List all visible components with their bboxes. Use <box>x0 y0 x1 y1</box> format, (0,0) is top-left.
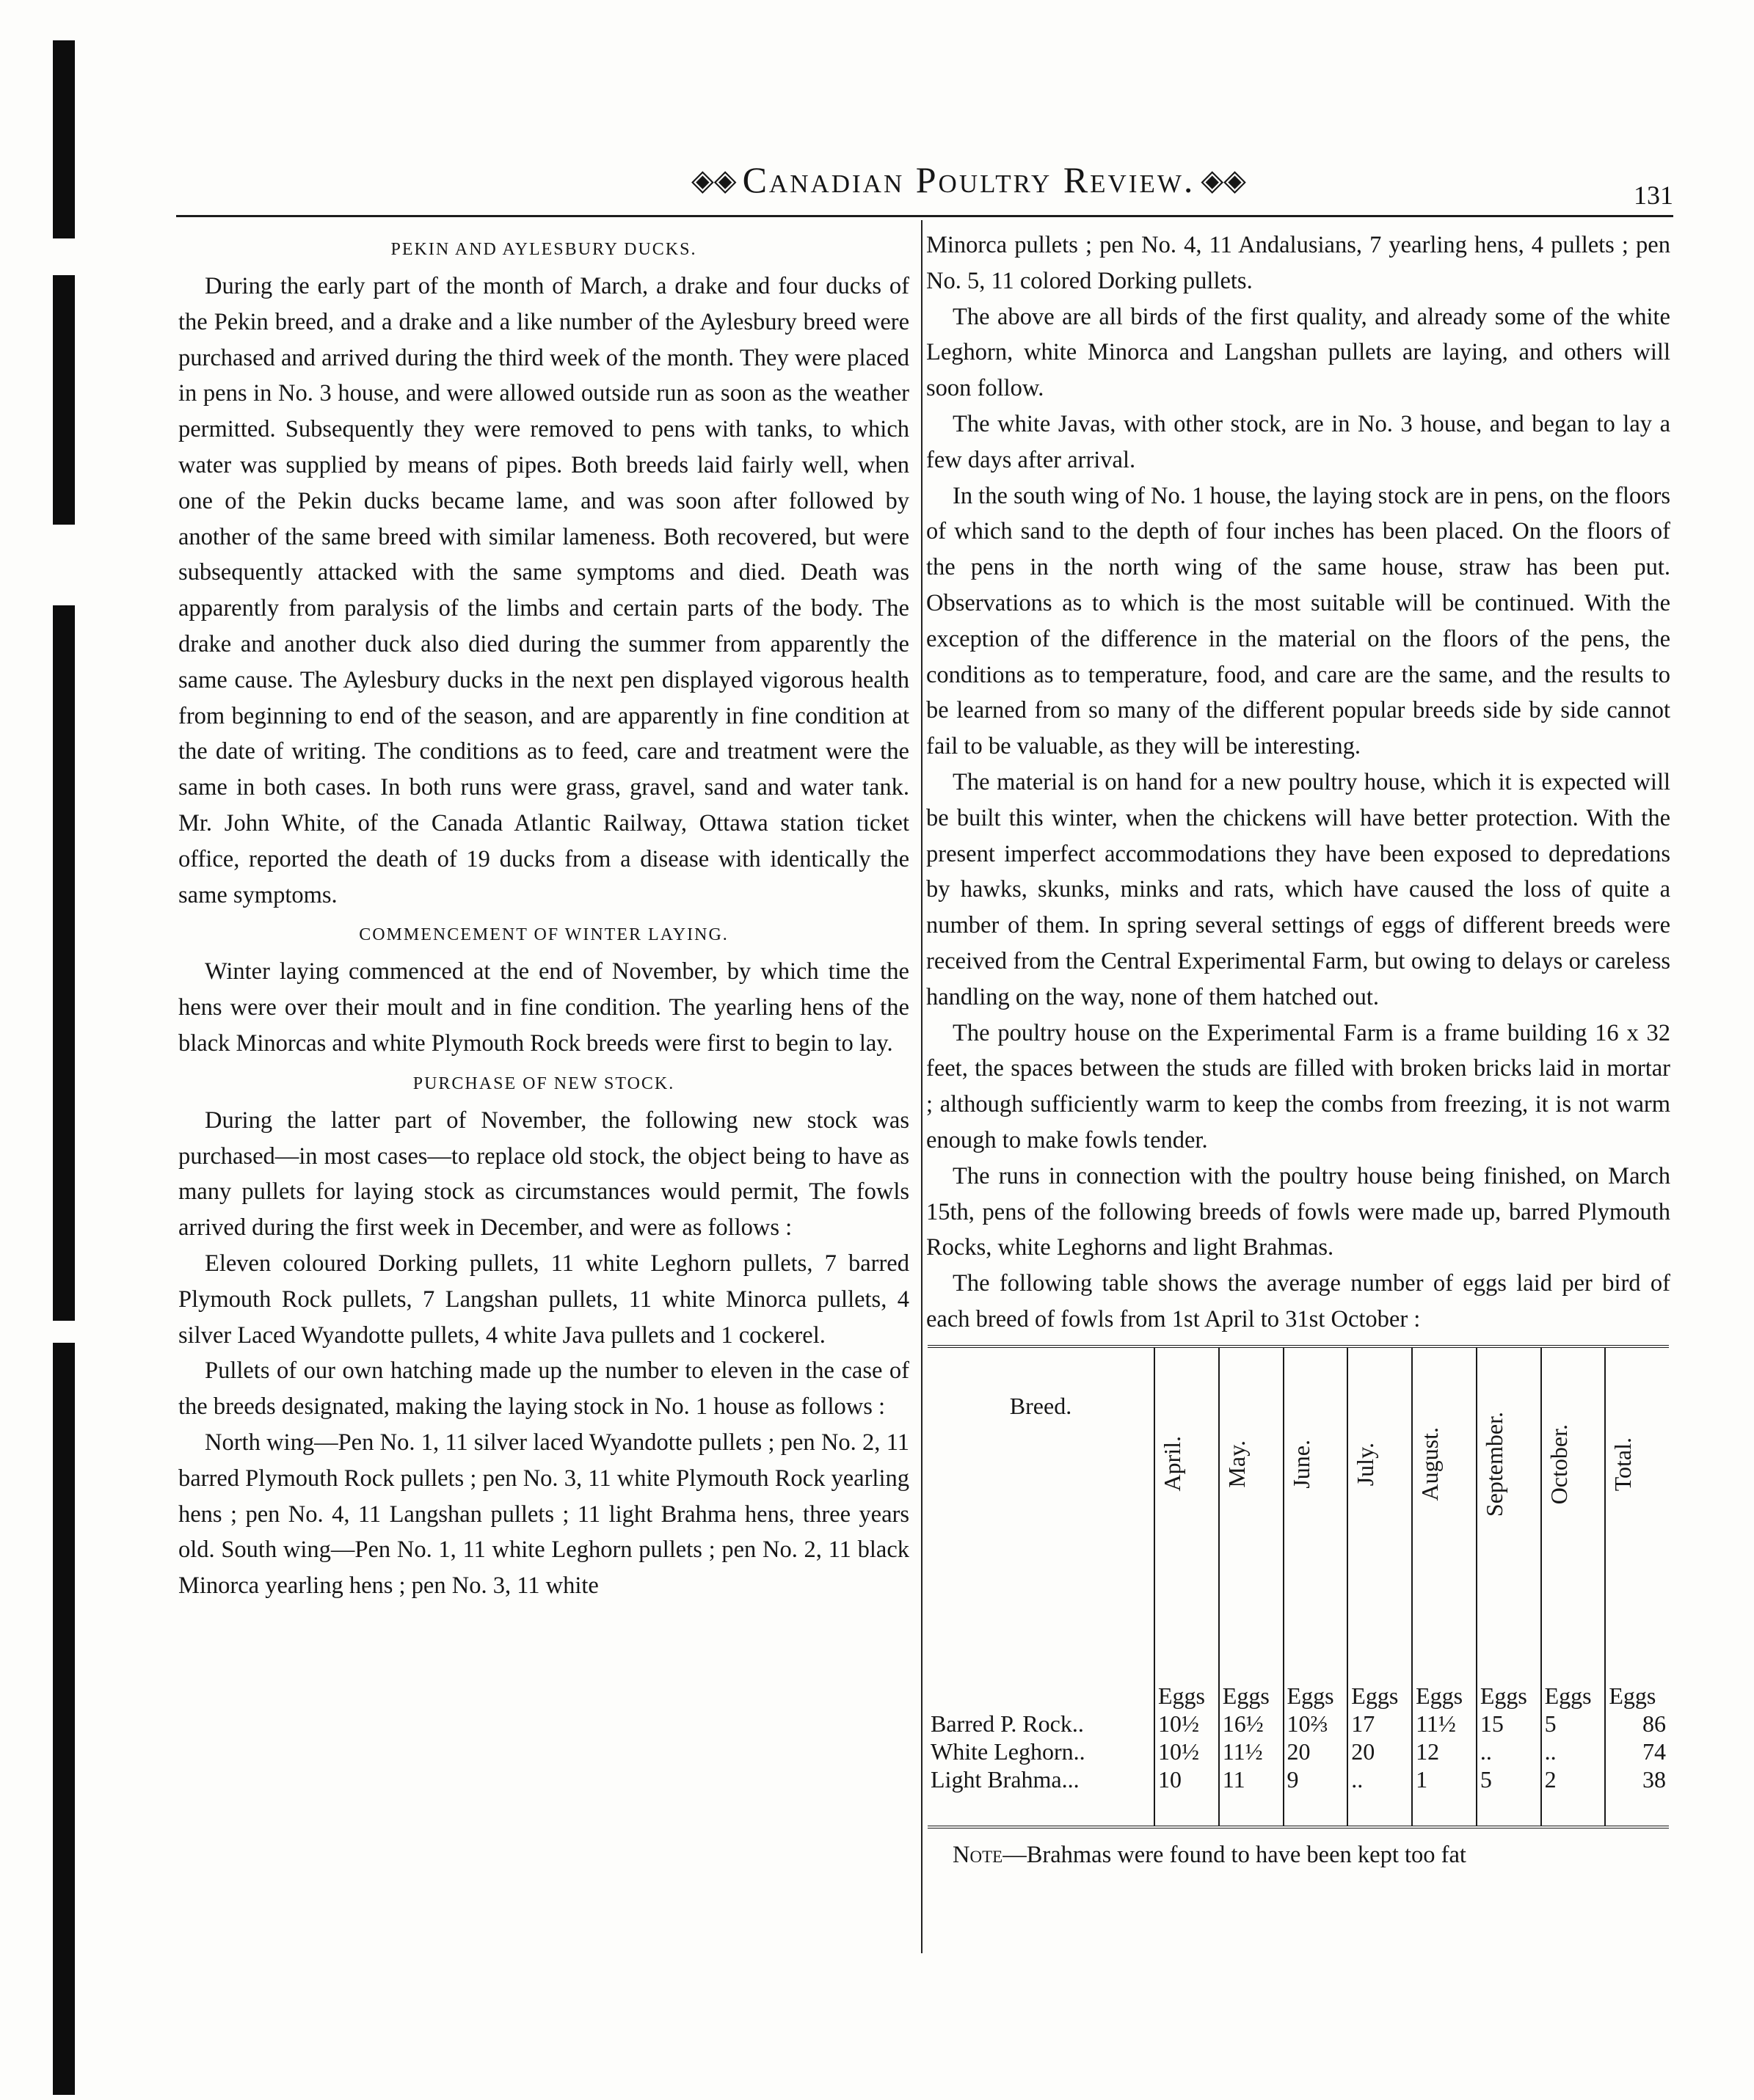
value-cell: 9 <box>1284 1765 1348 1827</box>
breed-cell: Light Brahma... <box>931 1765 1080 1793</box>
scan-edge-gap <box>51 238 76 275</box>
table-units-row <box>928 1586 1669 1710</box>
ornament-left: ◈◈ <box>691 163 737 197</box>
month-header-label: May. <box>1223 1440 1250 1488</box>
table-row <box>928 1765 1669 1827</box>
value-cell: 11 <box>1219 1765 1284 1827</box>
value-cell: 17 <box>1347 1710 1412 1738</box>
month-column-header <box>1412 1346 1477 1586</box>
unit-cell: Eggs <box>1219 1586 1284 1710</box>
unit-cell: Eggs <box>1605 1586 1669 1710</box>
section-heading: PEKIN AND AYLESBURY DUCKS. <box>390 240 697 259</box>
month-column-header <box>1541 1346 1606 1586</box>
paragraph: Eleven coloured Dorking pullets, 11 white Leghorn pullets, 7 barred Plymouth Rock pullets, 7 Langshan pullets, 11 white Minorca pullets, 4 silver Laced Wyandotte pullets, 4 white Java pullets and 1 cockerel. <box>178 1250 909 1349</box>
scan-edge-gap <box>51 525 76 605</box>
paragraph: North wing—Pen No. 1, 11 silver laced Wyandotte pullets ; pen No. 2, 11 barred Plymouth Rock pullets ; pen No. 3, 11 white Plymouth Rock yearling hens ; pen No. 4, 11 Langshan pullets ; 11 light Brahma hens, three years old. South wing—Pen No. 1, 11 white Leghorn pullets ; pen No. 2, 11 black Minorca yearling hens ; pen No. 3, 11 white <box>178 1429 909 1600</box>
month-header-label: April. <box>1159 1436 1185 1492</box>
value-cell: 10½ <box>1154 1710 1219 1738</box>
units-blank-cell <box>928 1586 1154 1710</box>
paragraph: Winter laying commenced at the end of November, by which time the hens were over their moult and in fine condition. The yearling hens of the black Minorcas and white Plymouth Rock breeds were first to begin to lay. <box>178 958 909 1057</box>
column-divider <box>921 220 923 1953</box>
value-cell: 2 <box>1541 1765 1606 1827</box>
paragraph: The runs in connection with the poultry house being finished, on March 15th, pens of the following breeds of fowls were made up, barred Plymouth Rocks, white Leghorns and light Brahmas. <box>926 1162 1670 1261</box>
breed-cell: Barred P. Rock.. <box>931 1710 1084 1737</box>
paragraph: Pullets of our own hatching made up the number to eleven in the case of the breeds designated, making the laying stock in No. 1 house as follows : <box>178 1357 909 1421</box>
breed-cell: White Leghorn.. <box>931 1738 1085 1765</box>
right-column-text <box>926 227 1670 1338</box>
value-cell: 10 <box>1154 1765 1219 1827</box>
month-header-label: August. <box>1416 1426 1444 1501</box>
value-cell: 20 <box>1284 1738 1348 1765</box>
value-cell: .. <box>1541 1738 1606 1765</box>
paragraph: The material is on hand for a new poultry house, which it is expected will be built this winter, when the chickens will have better protection. With the present imperfect accommodations they have been exposed to depredations by hawks, skunks, minks and rats, which have caused the loss of quite a number of them. In spring several settings of eggs of different breeds were received from the Central Experimental Farm, but owing to delays or careless handling on the way, none of them hatched out. <box>926 768 1670 1010</box>
month-column-header <box>1605 1346 1669 1586</box>
month-header-label: October. <box>1545 1423 1572 1504</box>
paragraph: During the early part of the month of March, a drake and four ducks of the Pekin breed, and a drake and a like number of the Aylesbury breed were purchased and arrived during the third week of the month. They were placed in pens in No. 3 house, and were allowed outside run as soon as the weather permitted. Subsequently they were removed to pens with tanks, to which water was supplied by means of pipes. Both breeds laid fairly well, when one of the Pekin ducks became lame, and was soon after followed by another of the same breed with similar lameness. Both recovered, but were subsequently attacked with the same symptoms and died. Death was apparently from paralysis of the limbs and certain parts of the body. The drake and another duck also died during the summer from apparently the same cause. The Aylesbury ducks in the next pen displayed vigorous health from beginning to end of the season, and are apparently in fine condition at the date of writing. The conditions as to feed, care and treatment were the same in both cases. In both runs were grass, gravel, sand and water tank. Mr. John White, of the Canada Atlantic Railway, Ottawa station ticket office, reported the death of 19 ducks from a disease with identically the same symptoms. <box>178 273 909 908</box>
paragraph: The following table shows the average number of eggs laid per bird of each breed of fowls from 1st April to 31st October : <box>926 1270 1670 1332</box>
unit-cell: Eggs <box>1412 1586 1477 1710</box>
left-column <box>178 227 909 1604</box>
right-column <box>926 227 1670 1873</box>
value-cell: 5 <box>1541 1710 1606 1738</box>
note-label: Note <box>953 1841 1003 1868</box>
masthead <box>683 154 1255 205</box>
value-cell: 38 <box>1605 1765 1669 1827</box>
note-text: —Brahmas were found to have been kept too fat <box>1002 1841 1466 1868</box>
value-cell: 11½ <box>1412 1710 1477 1738</box>
value-cell: 15 <box>1477 1710 1541 1738</box>
ornament-right: ◈◈ <box>1201 163 1246 197</box>
paragraph: Minorca pullets ; pen No. 4, 11 Andalusians, 7 yearling hens, 4 pullets ; pen No. 5, 11 colored Dorking pullets. <box>926 232 1670 294</box>
paragraph: The white Javas, with other stock, are in No. 3 house, and began to lay a few days after arrival. <box>926 410 1670 473</box>
month-column-header <box>1477 1346 1541 1586</box>
scan-edge-gap <box>51 1321 76 1343</box>
value-cell: 1 <box>1412 1765 1477 1827</box>
unit-cell: Eggs <box>1347 1586 1412 1710</box>
month-column-header <box>1219 1346 1284 1586</box>
table-row <box>928 1738 1669 1765</box>
table-body <box>928 1586 1669 1827</box>
month-header-label: July. <box>1352 1442 1379 1486</box>
eggs-table <box>928 1345 1669 1829</box>
table-row <box>928 1710 1669 1738</box>
value-cell: 74 <box>1605 1738 1669 1765</box>
value-cell: .. <box>1347 1765 1412 1827</box>
paragraph: The above are all birds of the first quality, and already some of the white Leghorn, white Minorca and Langshan pullets are laying, and others will soon follow. <box>926 303 1670 402</box>
section-heading: PURCHASE OF NEW STOCK. <box>412 1073 675 1093</box>
paragraph: In the south wing of No. 1 house, the laying stock are in pens, on the floors of which sand to the depth of four inches has been placed. On the floors of the pens in the north wing of the same house, straw has been put. Observations as to which is the most suitable will be continued. With the exception of the difference in the material on the floors of the pens, the conditions as to temperature, food, and care are the same, and the results to be learned from so many of the different popular breeds side by side cannot fail to be valuable, as they will be interesting. <box>926 482 1670 760</box>
paragraph: During the latter part of November, the following new stock was purchased—in most cases—to replace old stock, the object being to have as many pullets for laying stock as circumstances would permit, The fowls arrived during the first week in December, and were as follows : <box>178 1106 909 1242</box>
value-cell: 16½ <box>1219 1710 1284 1738</box>
breed-column-header: Breed. <box>1009 1392 1072 1419</box>
value-cell: 86 <box>1605 1710 1669 1738</box>
month-column-header <box>1347 1346 1412 1586</box>
page-header <box>176 139 1673 220</box>
paragraph: The poultry house on the Experimental Farm is a frame building 16 x 32 feet, the spaces between the studs are filled with broken bricks laid in mortar ; although sufficiently warm to keep the combs from freezing, it is not warm enough to make fowls tender. <box>926 1019 1670 1153</box>
table-note <box>926 1837 1670 1873</box>
value-cell: 20 <box>1347 1738 1412 1765</box>
month-header-label: June. <box>1287 1439 1314 1489</box>
header-rule <box>176 215 1673 217</box>
month-column-header <box>1154 1346 1219 1586</box>
value-cell: 10⅔ <box>1284 1710 1348 1738</box>
table-header-row <box>928 1346 1669 1586</box>
masthead-title: Canadian Poultry Review. <box>742 159 1196 200</box>
unit-cell: Eggs <box>1284 1586 1348 1710</box>
value-cell: 10½ <box>1154 1738 1219 1765</box>
unit-cell: Eggs <box>1541 1586 1606 1710</box>
value-cell: .. <box>1477 1738 1541 1765</box>
value-cell: 11½ <box>1219 1738 1284 1765</box>
section-heading: COMMENCEMENT OF WINTER LAYING. <box>359 925 729 945</box>
unit-cell: Eggs <box>1477 1586 1541 1710</box>
value-cell: 5 <box>1477 1765 1541 1827</box>
page-number: 131 <box>1634 181 1673 210</box>
unit-cell: Eggs <box>1154 1586 1219 1710</box>
value-cell: 12 <box>1412 1738 1477 1765</box>
scan-edge-bar <box>53 40 75 2095</box>
month-column-header <box>1284 1346 1348 1586</box>
month-header-label: Total. <box>1609 1437 1637 1491</box>
month-header-label: September. <box>1480 1411 1507 1517</box>
